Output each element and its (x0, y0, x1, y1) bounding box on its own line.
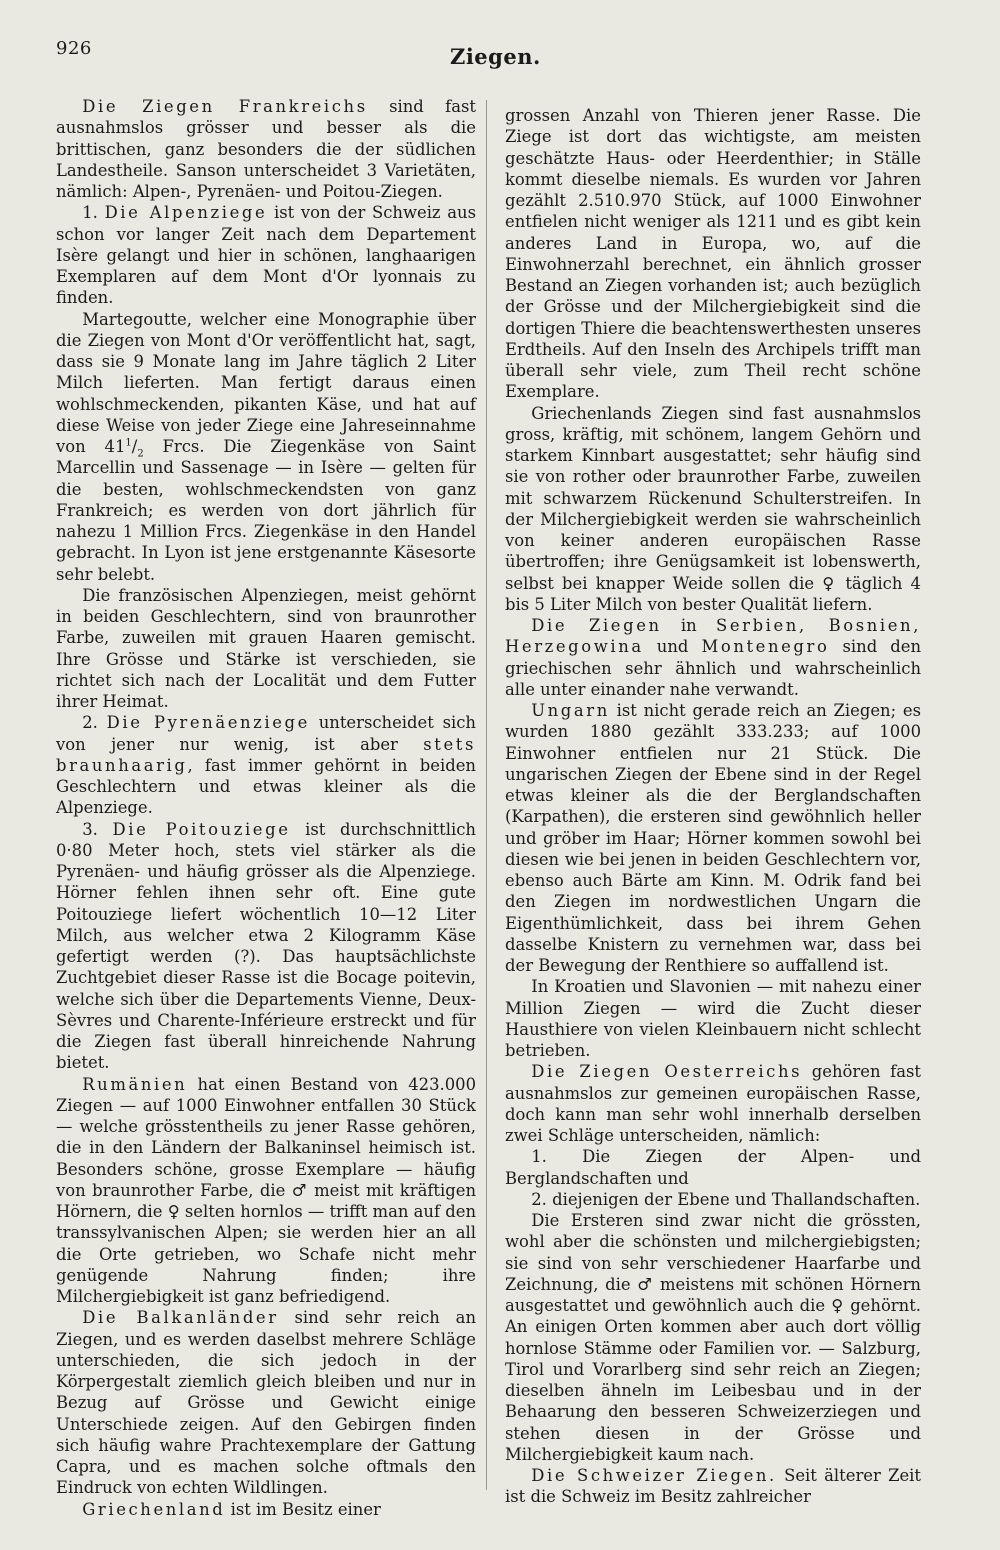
text: 3. (82, 819, 113, 839)
paragraph: Die Ersteren sind zwar nicht die grössten, wohl aber die schönsten und milchergiebigsten; sie sind von sehr verschiedener Haarfarbe und Zeichnung, die ♂ meistens mit schönen Hörnern ausgestattet und gewöhnlich auch die ♀ gehörnt. An einigen Orten kommen aber auch dort völlig hornlose Stämme oder Familien vor. — Salzburg, Tirol und Vorarlberg sind sehr reich an Ziegen; dieselben ähneln im Leibesbau und in der Behaarung den besseren Schweizerziegen und stehen diesen in der Grösse und Milchergiebigkeit kaum nach. (505, 1211, 921, 1464)
paragraph (56, 819, 476, 1074)
text: ist nicht gerade reich an Ziegen; es wurden 1880 gezählt 333.233; auf 1000 Einwohner entfielen nur 21 Stück. Die ungarischen Ziegen der Ebene sind in der Regel etwas kleiner als die der Berglandschaften (Karpathen), die ersteren sind gewöhnlich heller und gröber im Haar; Hörner kommen sowohl bei diesen wie bei jenen in beiden Geschlechtern vor, ebenso auch Bärte am Kinn. M. Odrik fand bei den Ziegen im nordwestlichen Ungarn die Eigenthümlichkeit, dass bei ihrem Gehen dasselbe Knistern zu vernehmen war, dass bei der Bewegung der Renthiere so auffallend ist. (505, 701, 921, 975)
paragraph: 1. Die Ziegen der Alpen- und Berglandschaften und (505, 1147, 921, 1188)
paragraph (505, 615, 921, 700)
text: gehören fast ausnahmslos zur gemeinen europäischen Rasse, doch kann man sehr wohl innerhalb derselben zwei Schläge unterscheiden, nämlich: (505, 1062, 921, 1145)
text: ist im Besitz einer (225, 1499, 381, 1519)
text: ist von der Schweiz aus schon vor langer Zeit nach dem Departement Isère gelangt und hier in schönen, langhaarigen Exemplaren auf dem Mont d'Or lyonnais zu finden. (56, 203, 476, 308)
paragraph: Die französischen Alpenziegen, meist gehörnt in beiden Geschlechtern, sind von braunrother Farbe, zuweilen mit grauen Haaren gemischt. Ihre Grösse und Stärke ist verschieden, sie richtet sich nach der Localität und dem Futter ihrer Heimat. (56, 585, 476, 711)
left-column (56, 96, 476, 1520)
spaced-text: stets braunhaarig (56, 734, 476, 775)
text: in (661, 616, 716, 635)
spaced-text: Die Ziegen Frankreichs (82, 97, 368, 116)
paragraph: grossen Anzahl von Thieren jener Rasse. Die Ziege ist dort das wichtigste, am meisten geschätzte Haus- oder Heerdenthier; in Ställe kommt dieselbe niemals. Es wurden vor Jahren gezählt 2.510.970 Stück, auf 1000 Einwohner entfielen nicht weniger als 1211 und es gibt kein anderes Land in Europa, wo, auf die Einwohnerzahl berechnet, ein ähnlich grosser Bestand an Ziegen vorhanden ist; auch bezüglich der Grösse und der Milchergiebigkeit sind die dortigen Thiere die beachtenswerthesten unseres Erdtheils. Auf den Inseln des Archipels trifft man überall sehr viele, zum Theil recht schöne Exemplare. (505, 106, 921, 402)
text: hat einen Bestand von 423.000 Ziegen — auf 1000 Einwohner entfallen 30 Stück — welche grösstentheils zu jener Rasse gehören, die in den Ländern der Balkaninsel heimisch ist. Besonders schöne, grosse Exemplare — häufig von braunrother Farbe, die ♂ meist mit kräftigen Hörnern, die ♀ selten hornlos — trifft man auf den transsylvanischen Alpen; sie werden hier an all die Orte getrieben, wo Schafe nicht mehr genügende Nahrung finden; ihre Milchergiebigkeit ist ganz befriedigend. (56, 1074, 476, 1306)
spaced-text: Serbien, Bosnien, Herzegowina (505, 616, 922, 657)
paragraph (56, 1074, 476, 1308)
spaced-text: Die Alpenziege (104, 203, 268, 223)
running-title: Ziegen. (450, 44, 541, 69)
text: und (643, 637, 702, 657)
column-divider (486, 100, 487, 1490)
text: unterscheidet sich von jener nur wenig, ist aber (56, 713, 476, 754)
spaced-text: Die Ziegen Oesterreichs (531, 1062, 803, 1082)
paragraph (56, 1499, 476, 1520)
text: 1. (82, 203, 105, 223)
paragraph (505, 1465, 921, 1508)
spaced-text: Die Poitouziege (112, 819, 291, 839)
text: Seit älterer Zeit ist die Schweiz im Besitz zahlreicher (505, 1466, 922, 1507)
text: ist durchschnittlich 0·80 Meter hoch, stets viel stärker als die Pyrenäen- und häufig grösser als die Alpenziege. Hörner fehlen ihnen sehr oft. Eine gute Poitouziege liefert wöchentlich 10—12 Liter Milch, aus welcher etwa 2 Kilogramm Käse gefertigt werden (?). Das hauptsächlichste Zuchtgebiet dieser Rasse ist die Bocage poitevin, welche sich über die Departements Vienne, Deux-Sèvres und Charente-Inférieure erstreckt und für die Ziegen fast überall hinreichende Nahrung bietet. (56, 819, 476, 1073)
fraction-slash: / (131, 437, 138, 456)
spaced-text: Die Ziegen (531, 616, 662, 635)
paragraph: In Kroatien und Slavonien — mit nahezu einer Million Ziegen — wird die Zucht dieser Hausthiere von vielen Kleinbauern nicht schlecht betrieben. (505, 977, 921, 1060)
text: Frcs. Die Ziegenkäse von Saint Marcellin und Sassenage — in Isère — gelten für die besten, wohlschmeckendsten von ganz Frankreich; es werden von dort jährlich für nahezu 1 Million Frcs. Ziegenkäse in den Handel gebracht. In Lyon ist jene erstgenannte Käsesorte sehr belebt. (56, 437, 476, 584)
paragraph (505, 700, 921, 976)
spaced-text: Rumänien (82, 1074, 188, 1094)
spaced-text: Montenegro (701, 637, 830, 657)
fraction-denominator: 2 (137, 448, 144, 460)
text: sind den griechischen sehr ähnlich und wahrscheinlich alle unter einander nahe verwandt. (505, 637, 921, 699)
spaced-text: Die Pyrenäenziege (106, 713, 310, 733)
fraction-numerator: 1 (125, 437, 132, 449)
paragraph: Griechenlands Ziegen sind fast ausnahmslos gross, kräftig, mit schönem, langem Gehörn und starkem Kinnbart ausgestattet; sehr häufig sind sie von rother oder braunrother Farbe, zuweilen mit schwarzem Rückenund Schulterstreifen. In der Milchergiebigkeit werden sie wahrscheinlich von keiner anderen europäischen Rasse übertroffen; ihre Genügsamkeit ist lobenswerth, selbst bei knapper Weide sollen die ♀ täglich 4 bis 5 Liter Milch von bester Qualität liefern. (505, 403, 921, 614)
text: sind sehr reich an Ziegen, und es werden daselbst mehrere Schläge unterschieden, die sich jedoch in der Körpergestalt ziemlich gleich bleiben und nur in Bezug auf Grösse und Gewicht einige Unterschiede zeigen. Auf den Gebirgen finden sich häufig wahre Prachtexemplare der Gattung Capra, und es machen solche oftmals den Eindruck von echten Wildlingen. (56, 1308, 477, 1498)
paragraph (56, 202, 476, 308)
page-number: 926 (56, 38, 92, 59)
text: sind fast ausnahmslos grösser und besser als die brittischen, ganz besonders die der südlichen Landestheile. Sanson unterscheidet 3 Varietäten, nämlich: Alpen-, Pyrenäen- und Poitou-Ziegen. (56, 97, 476, 201)
paragraph (56, 712, 476, 818)
paragraph: 2. diejenigen der Ebene und Thallandschaften. (531, 1189, 921, 1209)
paragraph (56, 309, 476, 585)
right-column (505, 105, 921, 1508)
spaced-text: Die Schweizer Ziegen. (531, 1466, 777, 1485)
spaced-text: Ungarn (531, 701, 610, 720)
paragraph (56, 1307, 476, 1498)
paragraph (56, 96, 476, 202)
text: Martegoutte, welcher eine Monographie über die Ziegen von Mont d'Or veröffentlicht hat, sagt, dass sie 9 Monate lang im Jahre täglich 2 Liter Milch lieferten. Man fertigt daraus einen wohlschmeckenden, pikanten Käse, und hat auf diese Weise von jeder Ziege eine Jahreseinnahme von 41 (56, 309, 476, 456)
spaced-text: Griechenland (82, 1499, 226, 1519)
text: , fast immer gehörnt in beiden Geschlechtern und etwas kleiner als die Alpenziege. (56, 755, 476, 818)
spaced-text: Die Balkanländer (82, 1308, 279, 1328)
text: 2. (82, 713, 107, 733)
paragraph (505, 1061, 921, 1146)
